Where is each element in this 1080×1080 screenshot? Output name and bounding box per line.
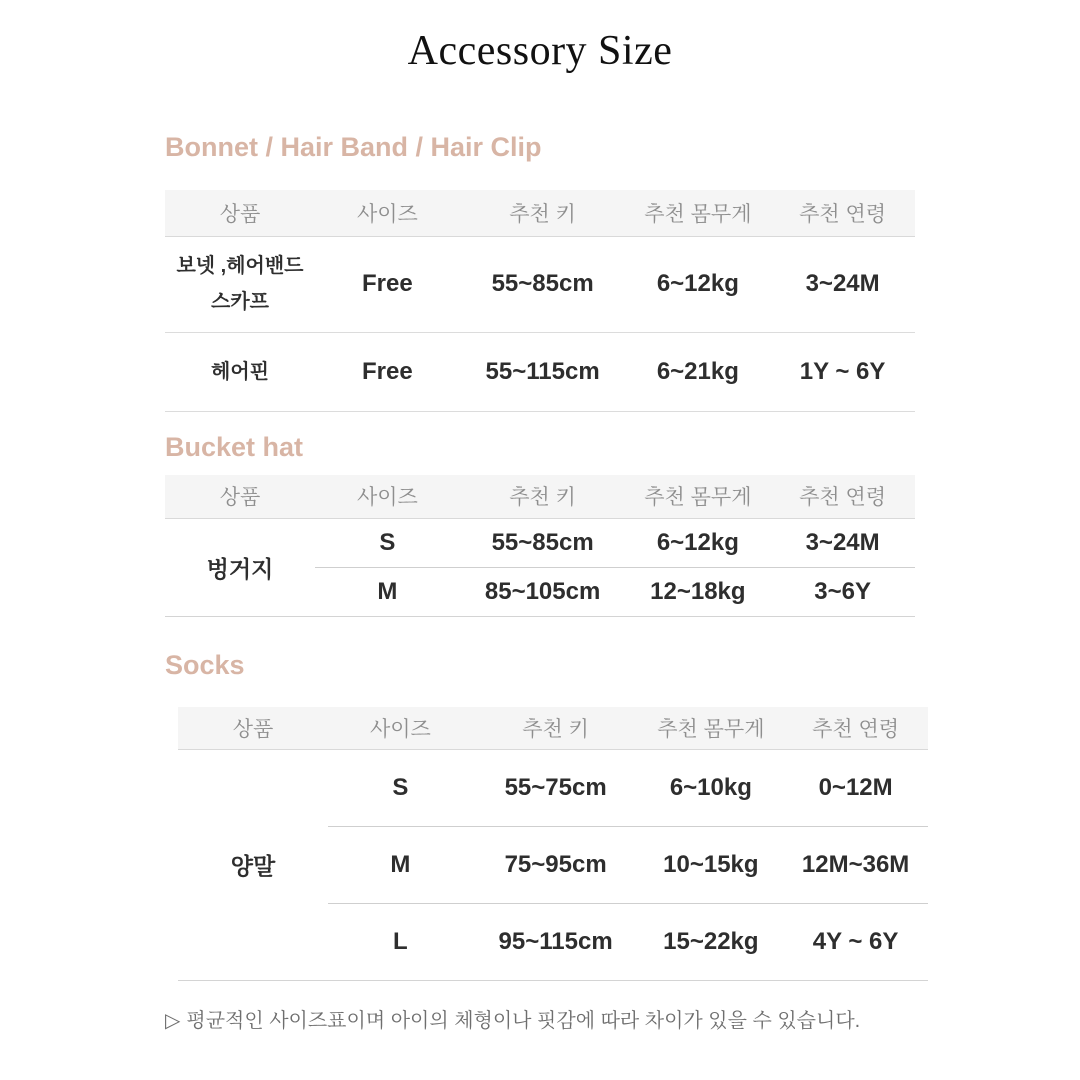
table-header-row bbox=[165, 475, 915, 519]
column-header-product: 상품 bbox=[178, 707, 328, 749]
socks-size-table bbox=[178, 707, 928, 981]
weight-cell: 6~21kg bbox=[625, 332, 770, 411]
height-cell: 95~115cm bbox=[498, 927, 613, 955]
bucket-hat-table-header bbox=[165, 475, 915, 519]
table-row bbox=[165, 332, 915, 411]
section-heading-bucket-hat: Bucket hat bbox=[165, 431, 304, 462]
column-header-height: 추천 키 bbox=[460, 190, 626, 236]
size-cell: S bbox=[315, 519, 460, 568]
product-name-cell: 양말 bbox=[230, 853, 276, 879]
age-cell: 12M~36M bbox=[783, 826, 928, 903]
column-header-product: 상품 bbox=[165, 190, 315, 236]
section-heading-bonnet: Bonnet / Hair Band / Hair Clip bbox=[165, 132, 542, 162]
size-cell: M bbox=[377, 578, 398, 605]
column-header-age: 추천 연령 bbox=[770, 475, 915, 519]
socks-table-header bbox=[178, 707, 928, 749]
column-header-age: 추천 연령 bbox=[783, 707, 928, 749]
size-cell: M bbox=[328, 826, 473, 903]
column-header-size: 사이즈 bbox=[328, 707, 473, 749]
table-row bbox=[165, 519, 915, 568]
weight-cell: 15~22kg bbox=[663, 927, 759, 955]
column-header-age: 추천 연령 bbox=[770, 190, 915, 236]
weight-cell: 10~15kg bbox=[638, 826, 783, 903]
column-header-height: 추천 키 bbox=[460, 475, 626, 519]
column-header-size: 사이즈 bbox=[315, 190, 460, 236]
product-name-cell: 헤어핀 bbox=[165, 332, 315, 411]
age-cell: 3~24M bbox=[770, 519, 915, 568]
size-disclaimer-note bbox=[165, 1007, 915, 1035]
product-name-line1: 보넷 ,헤어밴드 bbox=[176, 255, 304, 277]
weight-cell: 6~10kg bbox=[638, 749, 783, 826]
weight-cell: 6~12kg bbox=[625, 236, 770, 332]
bonnet-size-table bbox=[165, 190, 915, 412]
column-header-weight: 추천 몸무게 bbox=[625, 190, 770, 236]
triangle-bullet-icon: ▷ bbox=[165, 1009, 181, 1032]
weight-cell: 6~12kg bbox=[625, 519, 770, 568]
height-cell: 55~115cm bbox=[460, 332, 626, 411]
column-header-size: 사이즈 bbox=[315, 475, 460, 519]
product-name-line2: 스카프 bbox=[211, 291, 269, 313]
column-header-weight: 추천 몸무게 bbox=[638, 707, 783, 749]
table-header-row bbox=[165, 190, 915, 236]
bonnet-table-header bbox=[165, 190, 915, 236]
bucket-hat-size-table bbox=[165, 475, 915, 618]
height-cell: 55~85cm bbox=[460, 236, 626, 332]
age-cell: 1Y ~ 6Y bbox=[770, 332, 915, 411]
column-header-product: 상품 bbox=[165, 475, 315, 519]
product-name-cell: 벙거지 bbox=[206, 556, 274, 582]
height-cell: 75~95cm bbox=[473, 826, 639, 903]
weight-cell: 12~18kg bbox=[650, 578, 746, 605]
table-row bbox=[178, 749, 928, 826]
note-text: 평균적인 사이즈표이며 아이의 체형이나 핏감에 따라 차이가 있을 수 있습니다. bbox=[186, 1009, 861, 1032]
size-cell: S bbox=[328, 749, 473, 826]
section-heading-socks: Socks bbox=[165, 650, 245, 680]
height-cell: 55~75cm bbox=[473, 749, 639, 826]
age-cell: 0~12M bbox=[783, 749, 928, 826]
height-cell: 85~105cm bbox=[484, 578, 601, 605]
size-cell: L bbox=[393, 927, 408, 955]
age-cell: 4Y ~ 6Y bbox=[812, 927, 899, 955]
age-cell: 3~24M bbox=[770, 236, 915, 332]
table-row bbox=[165, 236, 915, 332]
size-cell: Free bbox=[315, 332, 460, 411]
page-title: Accessory Size bbox=[407, 28, 673, 74]
size-cell: Free bbox=[315, 236, 460, 332]
column-header-height: 추천 키 bbox=[473, 707, 639, 749]
height-cell: 55~85cm bbox=[460, 519, 626, 568]
column-header-weight: 추천 몸무게 bbox=[625, 475, 770, 519]
table-header-row bbox=[178, 707, 928, 749]
product-name-cell bbox=[165, 236, 315, 332]
age-cell: 3~6Y bbox=[814, 578, 871, 605]
